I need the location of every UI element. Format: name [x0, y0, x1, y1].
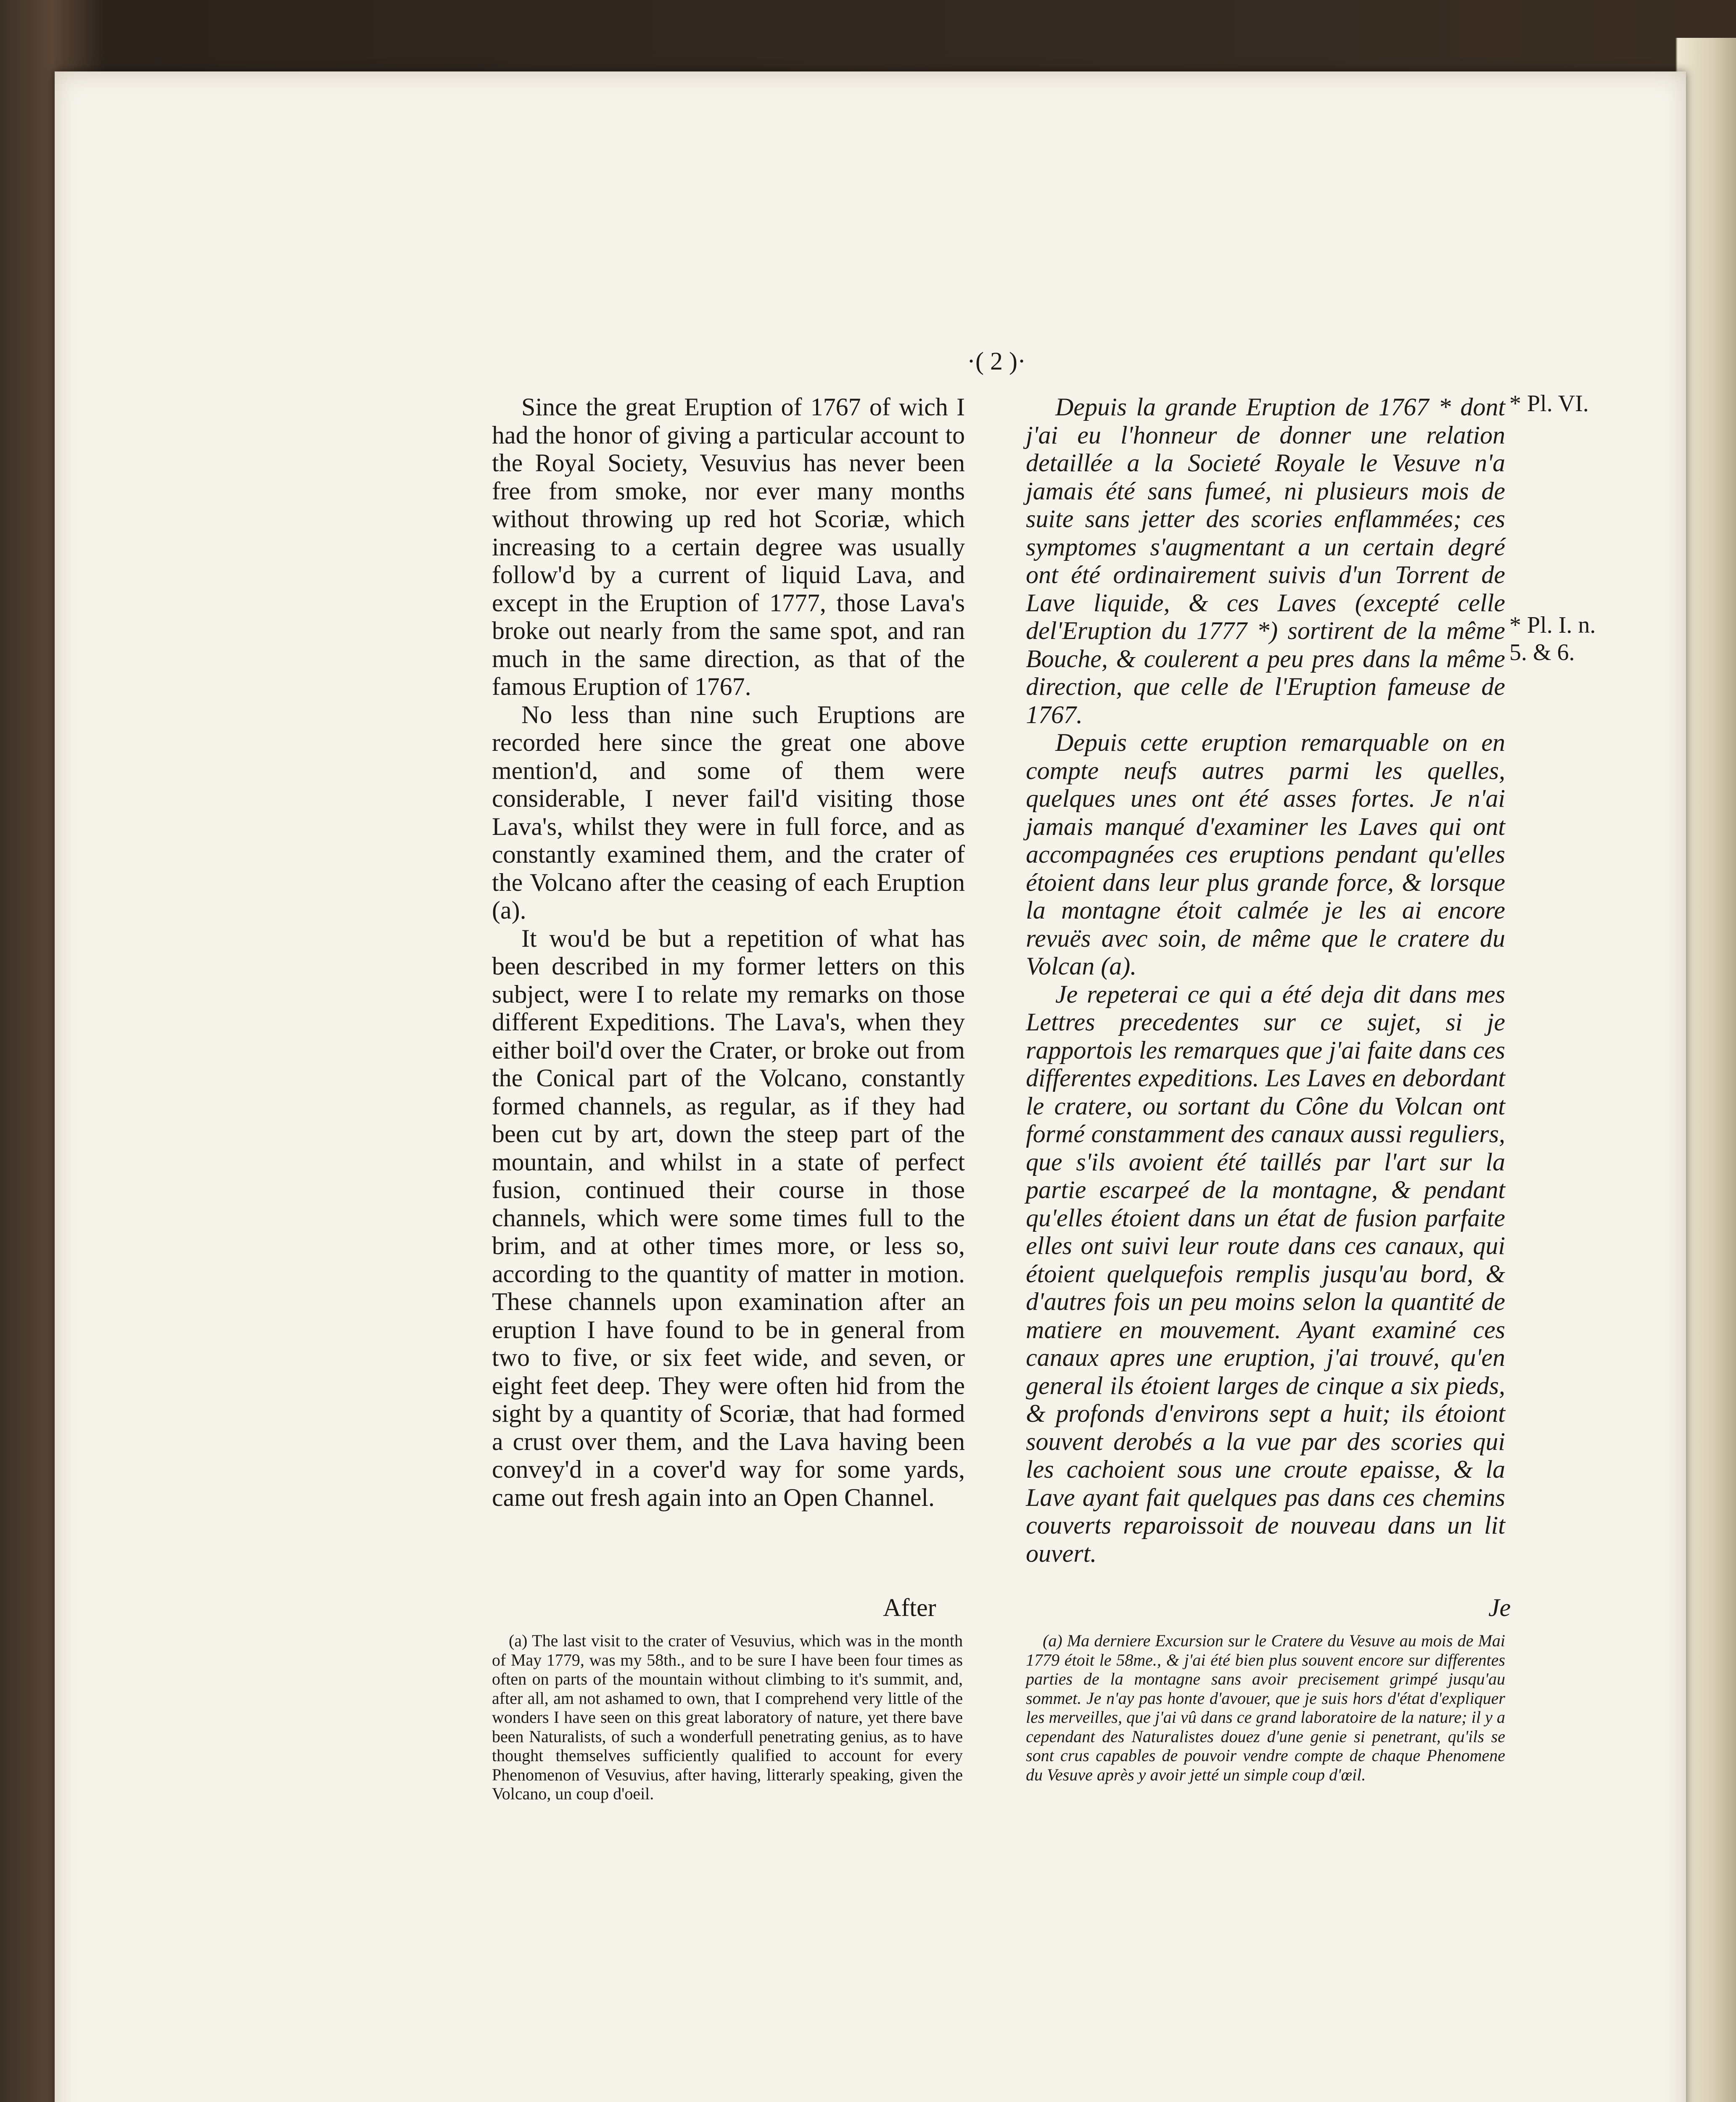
french-footnote: [1026, 1631, 1505, 1784]
page-number: ·( 2 )·: [967, 347, 1026, 375]
french-catchword: Je: [1488, 1594, 1511, 1621]
margin-note-plate-i: * Pl. I. n.: [1509, 612, 1596, 638]
english-catchword: After: [883, 1594, 936, 1621]
english-footnote: [492, 1631, 963, 1804]
english-paragraph-1: Since the great Eruption of 1767 of wich I had the honor of giving a particular account to the Royal Society, Vesuvius has never been free from smoke, nor ever many months without throwing up red hot Scoriæ, which increasing to a certain degree was usually follow'd by a current of liquid Lava, and except in the Eruption of 1777, those Lava's broke out nearly from the same spot, and ran much in the same direction, as that of the famous Eruption of 1767.: [492, 393, 965, 700]
french-footnote-text: (a) Ma derniere Excursion sur le Cratere du Vesuve au mois de Mai 1779 étoit le 58me., & j'ai été bien plus souvent encore sur differentes parties de la montagne sans avoir precisement grimpé jusqu'au sommet. Je n'ay pas honte d'avouer, que je suis hors d'état d'expliquer les merveilles, que j'ai vû dans ce grand laboratoire de la nature; il y a cependant des Naturalistes douez d'une genie si penetrant, qu'ils se sont crus capables de pouvoir vendre compte de chaque Phenomene du Vesuve après y avoir jetté un simple coup d'œil.: [1026, 1631, 1505, 1784]
margin-note-plate-vi: * Pl. VI.: [1509, 391, 1589, 417]
margin-note-plate-i-cont: 5. & 6.: [1509, 639, 1575, 665]
english-footnote-text: (a) The last visit to the crater of Vesuvius, which was in the month of May 1779, was my 58th., and to be sure I have been four times as often on parts of the mountain without climbing to it's summit, and, after all, am not ashamed to own, that I comprehend very little of the wonders I have seen on this great laboratory of nature, yet there bave been Naturalists, of such a wonderfull penetrating genius, as to have thought themselves sufficiently qualified to account for every Phenomenon of Vesuvius, after having, litterarly speaking, given the Volcano, un coup d'oeil.: [492, 1631, 963, 1803]
french-paragraph-3: Je repeterai ce qui a été deja dit dans mes Lettres precedentes sur ce sujet, si je rapportois les remarques que j'ai faite dans ces differentes expeditions. Les Laves en debordant le cratere, ou sortant du Cône du Volcan ont formé constamment des canaux aussi reguliers, que s'ils avoient été taillés par l'art sur la partie escarpeé de la montagne, & pendant qu'elles étoient dans un état de fusion parfaite elles ont suivi leur route dans ces canaux, qui étoient quelquefois remplis jusqu'au bord, & d'autres fois un peu moins selon la quantité de matiere en mouvement. Ayant examiné ces canaux apres une eruption, j'ai trouvé, qu'en general ils étoient larges de cinque a six pieds, & profonds d'environs sept a huit; ils étoiont souvent derobés a la vue par des scories qui les cachoient sous une croute epaisse, & la Lave ayant fait quelques pas dans ces chemins couverts reparoissoit de nouveau dans un lit ouvert.: [1026, 980, 1505, 1567]
french-paragraph-2: Depuis cette eruption remarquable on en compte neufs autres parmi les quelles, quelques unes ont été asses fortes. Je n'ai jamais manqué d'examiner les Laves qui ont accompagnées ces eruptions pendant qu'elles étoient dans leur plus grande force, & lorsque la montagne étoit calmée je les ai encore revuës avec soin, de même que le cratere du Volcan (a).: [1026, 729, 1505, 980]
english-paragraph-3: It wou'd be but a repetition of what has been described in my former letters on this subject, were I to relate my remarks on those different Expeditions. The Lava's, when they either boil'd over the Crater, or broke out from the Conical part of the Volcano, constantly formed channels, as regular, as if they had been cut by art, down the steep part of the mountain, and whilst in a state of perfect fusion, continued their course in those channels, which were some times full to the brim, and at other times more, or less so, according to the quantity of matter in motion. These channels upon examination after an eruption I have found to be in general from two to five, or six feet wide, and seven, or eight feet deep. They were often hid from the sight by a quantity of Scoriæ, that had formed a crust over them, and the Lava having been convey'd in a cover'd way for some yards, came out fresh again into an Open Channel.: [492, 924, 965, 1511]
french-paragraph-1: Depuis la grande Eruption de 1767 * dont j'ai eu l'honneur de donner une relation detaillée a la Societé Royale le Vesuve n'a jamais été sans fumeé, ni plusieurs mois de suite sans jetter des scories enflammées; ces symptomes s'augmentant a un certain degré ont été ordinairement suivis d'un Torrent de Lave liquide, & ces Laves (excepté celle del'Eruption du 1777 *) sortirent de la même Bouche, & coulerent a peu pres dans la même direction, que celle de l'Eruption fameuse de 1767.: [1026, 393, 1505, 729]
english-column: [492, 393, 965, 1511]
english-paragraph-2: No less than nine such Eruptions are recorded here since the great one above mention'd, and some of them were considerable, I never fail'd visiting those Lava's, whilst they were in full force, and as constantly examined them, and the crater of the Volcano after the ceasing of each Eruption (a).: [492, 700, 965, 924]
french-column: [1026, 393, 1505, 1567]
